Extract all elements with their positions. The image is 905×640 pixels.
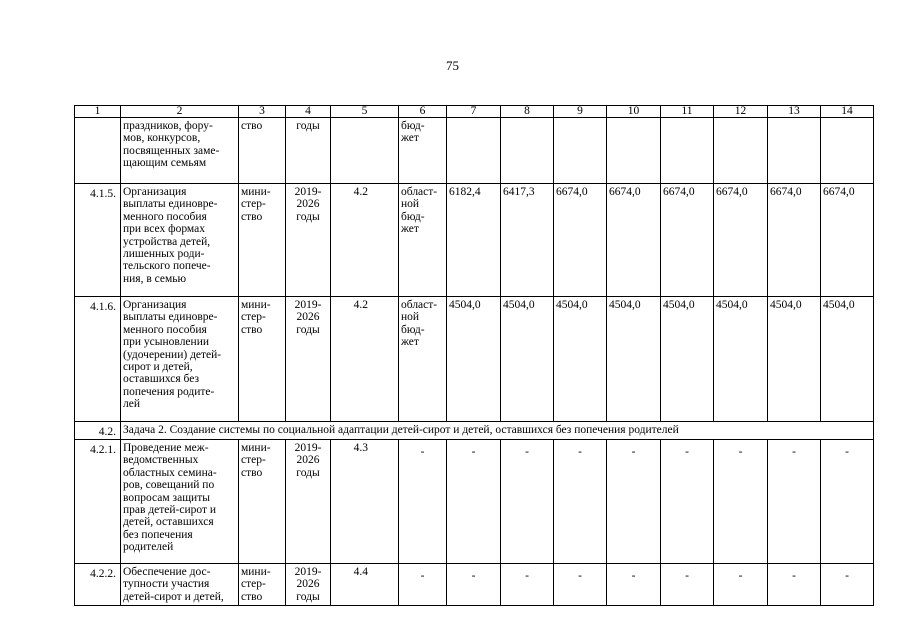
value-cell: 6674,0 [661,184,714,297]
funding-source: бюд- жет [399,118,447,184]
value-cell: - [447,564,501,606]
value-cell: - [554,564,607,606]
column-number: 11 [661,106,714,118]
column-number: 9 [554,106,607,118]
row-number: 4.1.6. [75,297,121,422]
indicator: 4.2 [331,297,399,422]
table-row [75,184,874,297]
row-number: 4.2.1. [75,440,121,564]
value-cell [501,118,554,184]
column-number: 7 [447,106,501,118]
value-cell: 4504,0 [714,297,768,422]
value-cell: - [768,440,821,564]
page-number: 75 [446,58,459,73]
column-number: 10 [607,106,661,118]
executor: мини- стер- ство [239,297,286,422]
value-cell [714,118,768,184]
column-number: 3 [239,106,286,118]
value-cell: 6182,4 [447,184,501,297]
event-name: Обеспечение дос- тупности участия детей-сирот и детей, [121,564,239,606]
value-cell [661,118,714,184]
value-cell: - [554,440,607,564]
value-cell [607,118,661,184]
value-cell: - [607,440,661,564]
period: годы [286,118,331,184]
task-title: Задача 2. Создание системы по социальной адаптации детей-сирот и детей, оставшихся без попечения родителей [121,422,874,440]
value-cell: 6674,0 [714,184,768,297]
row-number: 4.1.5. [75,184,121,297]
value-cell: - [399,440,447,564]
executor: мини- стер- ство [239,440,286,564]
value-cell: - [399,564,447,606]
executor: мини- стер- ство [239,564,286,606]
column-number: 2 [121,106,239,118]
value-cell: 4504,0 [607,297,661,422]
indicator: 4.3 [331,440,399,564]
value-cell: 6674,0 [607,184,661,297]
event-name: праздников, фору- мов, конкурсов, посвященных заме- щающим семьям [121,118,239,184]
column-number: 14 [821,106,874,118]
continuation-row [75,118,874,184]
value-cell: - [714,440,768,564]
value-cell: - [661,440,714,564]
column-number: 13 [768,106,821,118]
column-number-row [75,106,874,118]
event-name: Организация выплаты единовре- менного пособия при усыновлении (удочерении) детей- сирот и детей, оставшихся без попечения родите- лей [121,297,239,422]
budget-table [74,105,874,606]
value-cell: 6417,3 [501,184,554,297]
column-number: 12 [714,106,768,118]
column-number: 5 [331,106,399,118]
indicator [331,118,399,184]
value-cell [821,118,874,184]
value-cell: 4504,0 [447,297,501,422]
value-cell: - [501,440,554,564]
event-name: Организация выплаты единовре- менного пособия при всех формах устройства детей, лишенных роди- тельского попече- ния, в семью [121,184,239,297]
value-cell: 4504,0 [501,297,554,422]
funding-source: област- ной бюд- жет [399,184,447,297]
row-number [75,118,121,184]
period: 2019- 2026 годы [286,297,331,422]
value-cell: 4504,0 [768,297,821,422]
column-number: 6 [399,106,447,118]
value-cell: - [447,440,501,564]
period: 2019- 2026 годы [286,564,331,606]
table-row [75,297,874,422]
value-cell [768,118,821,184]
value-cell: 4504,0 [661,297,714,422]
column-number: 8 [501,106,554,118]
value-cell [447,118,501,184]
funding-source: област- ной бюд- жет [399,297,447,422]
value-cell [554,118,607,184]
executor: ство [239,118,286,184]
value-cell: - [714,564,768,606]
task-number: 4.2. [75,422,121,440]
row-number: 4.2.2. [75,564,121,606]
value-cell: - [501,564,554,606]
period: 2019- 2026 годы [286,440,331,564]
value-cell: - [821,440,874,564]
column-number: 4 [286,106,331,118]
task-row [75,422,874,440]
value-cell: 6674,0 [554,184,607,297]
value-cell: - [661,564,714,606]
value-cell: - [821,564,874,606]
value-cell: 4504,0 [821,297,874,422]
value-cell: 6674,0 [768,184,821,297]
indicator: 4.4 [331,564,399,606]
value-cell: 4504,0 [554,297,607,422]
period: 2019- 2026 годы [286,184,331,297]
event-name: Проведение меж- ведомственных областных семина- ров, совещаний по вопросам защиты прав детей-сирот и детей, оставшихся без попечения родителей [121,440,239,564]
table-row [75,564,874,606]
indicator: 4.2 [331,184,399,297]
table-row [75,440,874,564]
value-cell: - [768,564,821,606]
value-cell: - [607,564,661,606]
executor: мини- стер- ство [239,184,286,297]
value-cell: 6674,0 [821,184,874,297]
column-number: 1 [75,106,121,118]
